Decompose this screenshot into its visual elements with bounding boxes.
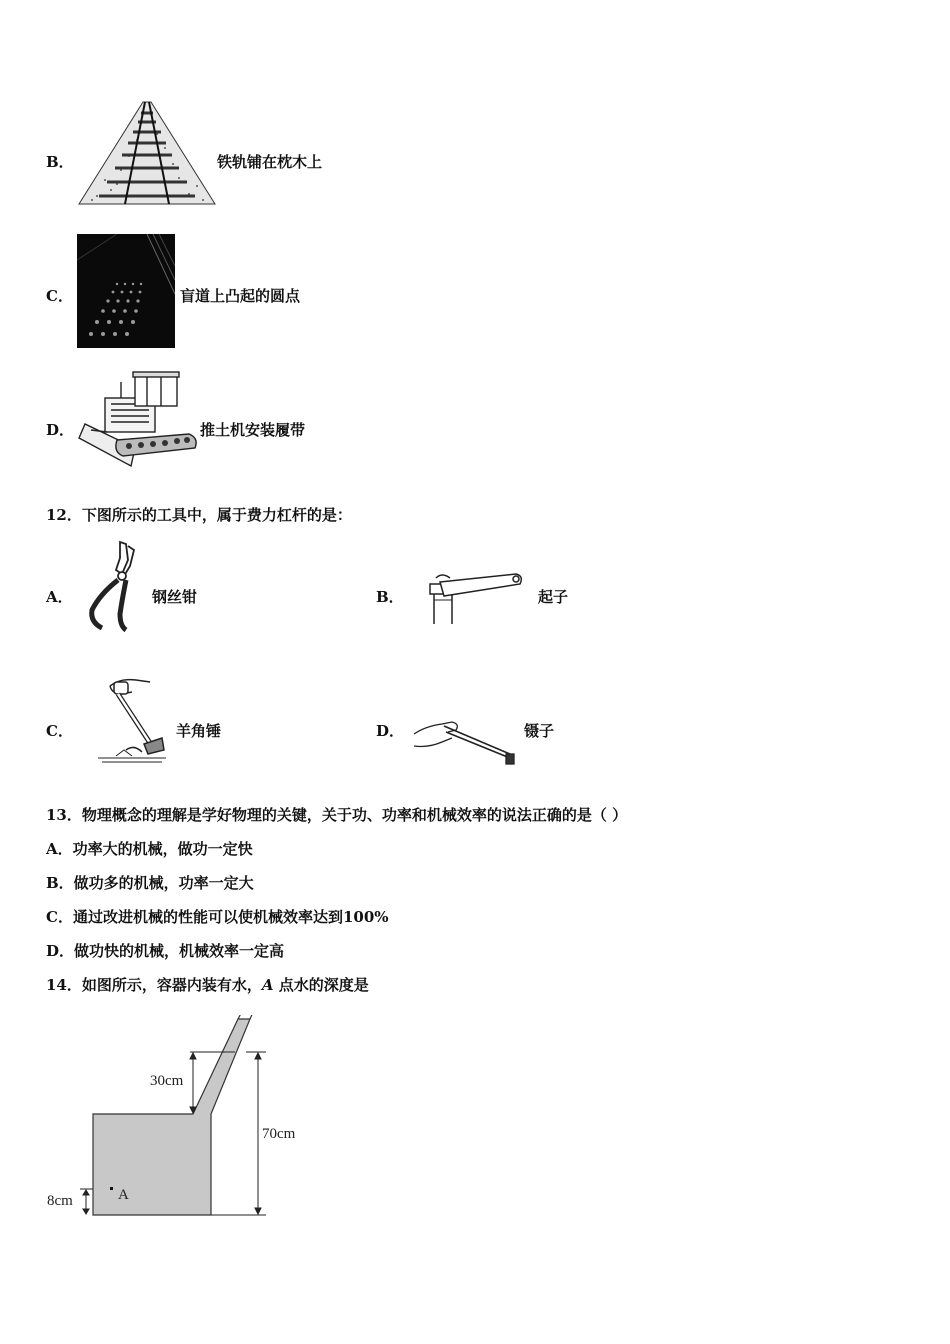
claw-hammer-icon [96, 672, 168, 766]
question-12-stem: 12．下图所示的工具中，属于费力杠杆的是： [46, 506, 352, 524]
container-figure [40, 1015, 320, 1225]
question-13-stem: 13．物理概念的理解是学好物理的关键，关于功、功率和机械效率的说法正确的是（ ） [46, 806, 628, 824]
option-text: 盲道上凸起的圆点 [180, 287, 301, 305]
label-30cm: 30cm [150, 1073, 184, 1089]
question-14-stem [46, 976, 369, 994]
option-letter: D． [46, 421, 75, 439]
stem-suffix: 点水的深度是 [273, 976, 369, 994]
label-8cm: 8cm [47, 1193, 73, 1209]
option-letter: C． [46, 287, 73, 305]
q13-option-d: D．做功快的机械，机械效率一定高 [46, 942, 285, 960]
railway-track-icon [77, 100, 217, 206]
q13-option-c: C．通过改进机械的性能可以使机械效率达到100% [46, 908, 389, 926]
label-70cm: 70cm [262, 1126, 296, 1142]
dimension-8cm [80, 1189, 93, 1214]
q13-option-b: B．做功多的机械，功率一定大 [46, 874, 254, 892]
option-text: 起子 [538, 588, 569, 606]
option-text: 推土机安装履带 [200, 421, 306, 439]
option-text: 铁轨铺在枕木上 [217, 153, 323, 171]
point-a-label: A [118, 1187, 129, 1203]
q13-option-a: A．功率大的机械，做功一定快 [46, 840, 253, 858]
bulldozer-icon [77, 370, 201, 472]
option-letter: D． [376, 722, 405, 740]
stem-point: A [261, 976, 274, 994]
tactile-paving-icon [77, 234, 175, 348]
bottle-opener-icon [420, 570, 528, 626]
pliers-icon [82, 540, 138, 634]
option-letter: C． [46, 722, 73, 740]
option-text: 羊角锤 [176, 722, 222, 740]
tweezers-icon [412, 712, 520, 766]
point-a-marker [110, 1187, 113, 1190]
water-body [93, 1019, 250, 1215]
option-text: 镊子 [524, 722, 555, 740]
stem-prefix: 14．如图所示，容器内装有水， [46, 976, 262, 994]
option-letter: B． [46, 153, 74, 171]
option-text: 钢丝钳 [152, 588, 198, 606]
option-letter: B． [376, 588, 404, 606]
option-letter: A． [46, 588, 73, 606]
